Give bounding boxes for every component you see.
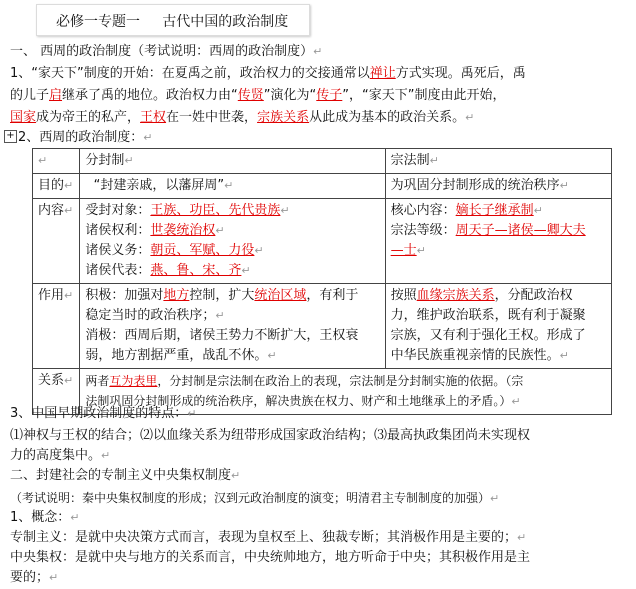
table-cell: ↵	[33, 149, 80, 174]
pilcrow-icon: ↵	[313, 45, 323, 58]
political-system-table	[32, 148, 612, 415]
paragraph-2: 的儿子启继承了禹的地位。政治权力由“传贤”演化为“传子”，“家天下”制度由此开始，	[10, 88, 506, 103]
table-row	[33, 149, 612, 174]
section1-heading: 一、 西周的政治制度（考试说明：西周的政治制度）↵	[10, 44, 323, 59]
concept-line-1: 专制主义：是就中央决策方式而言，表现为皇权至上、独裁专断；其消极作用是主要的；↵	[10, 530, 527, 545]
paragraph-3: 国家成为帝王的私产，王权在一姓中世袭，宗族关系从此成为基本的政治关系。↵	[10, 110, 475, 125]
table-cell: 核心内容：嫡长子继承制↵ 宗法等级：周天子—诸侯—卿大夫 —士↵	[385, 199, 611, 284]
row-label-zuoyong: 作用↵	[33, 284, 80, 369]
highlight-guojia: 国家	[10, 110, 37, 125]
highlight-wangquan: 王权	[140, 110, 167, 125]
table-cell: “封建亲戚，以藩屏周”↵	[80, 174, 385, 199]
features-line-1: ⑴神权与王权的结合；⑵以血缘关系为纽带形成国家政治结构；⑶最高执政集团尚未实现权	[10, 428, 531, 443]
table-cell: 两者互为表里，分封制是宗法制在政治上的表现，宗法制是分封制实施的依据。（宗 法制巩固分封制形成的统治秩序，解决贵族在权力、财产和土地继承上的矛盾。）↵	[80, 369, 612, 415]
table-cell: 受封对象：王族、功臣、先代贵族↵ 诸侯权利：世袭统治权↵ 诸侯义务：朝贡、军赋、力役↵ 诸侯代表：燕、鲁、宋、齐↵	[80, 199, 385, 284]
table-row	[33, 284, 612, 369]
table-move-handle-icon[interactable]: +	[4, 130, 17, 143]
table-row	[33, 174, 612, 199]
section2-note: （考试说明：秦中央集权制度的形成；汉到元政治制度的演变；明清君主专制制度的加强）↵	[10, 491, 500, 505]
row-label-neirong: 内容↵	[33, 199, 80, 284]
header-title: 必修一专题一 古代中国的政治制度	[56, 14, 289, 30]
table-row	[33, 199, 612, 284]
concept-heading: 1、概念：↵	[10, 510, 80, 525]
paragraph-4: 2、西周的政治制度：↵	[18, 130, 153, 145]
paragraph-1: 1、“家天下”制度的开始：在夏禹之前，政治权力的交接通常以禅让方式实现。禹死后，禹	[10, 66, 526, 81]
table-header-fenfeng: 分封制↵	[80, 149, 385, 174]
pilcrow-icon: ↵	[143, 131, 153, 144]
table-cell: 积极：加强对地方控制，扩大统治区域，有利于 稳定当时的政治秩序；↵ 消极：西周后期，诸侯王势力不断扩大，王权衰 弱，地方割据严重，战乱不休。↵	[80, 284, 385, 369]
table-header-zongfa: 宗法制↵	[385, 149, 611, 174]
highlight-chanrang: 禅让	[369, 66, 396, 81]
table-cell: 按照血缘宗族关系，分配政治权 力，维护政治联系，既有利于凝聚 宗族，又有利于强化王权。形成了 中华民族重视亲情的民族性。↵	[385, 284, 611, 369]
features-heading: 3、中国早期政治制度的特点：↵	[10, 406, 197, 421]
pilcrow-icon: ↵	[465, 111, 475, 124]
concept-line-2: 中央集权：是就中央与地方的关系而言，中央统帅地方，地方听命于中央；其积极作用是主	[10, 550, 531, 565]
row-label-guanxi: 关系↵	[33, 369, 80, 415]
highlight-chuanzi: 传子	[316, 88, 343, 103]
section2-heading: 二、封建社会的专制主义中央集权制度↵	[10, 468, 241, 483]
features-line-2: 力的高度集中。↵	[10, 448, 111, 463]
highlight-qi: 启	[49, 88, 63, 103]
table-cell: 为巩固分封制形成的统治秩序↵	[385, 174, 611, 199]
concept-line-3: 要的；↵	[10, 570, 59, 585]
highlight-zongzu: 宗族关系	[257, 110, 310, 125]
row-label-mudi: 目的↵	[33, 174, 80, 199]
highlight-chuanxian: 传贤	[237, 88, 264, 103]
